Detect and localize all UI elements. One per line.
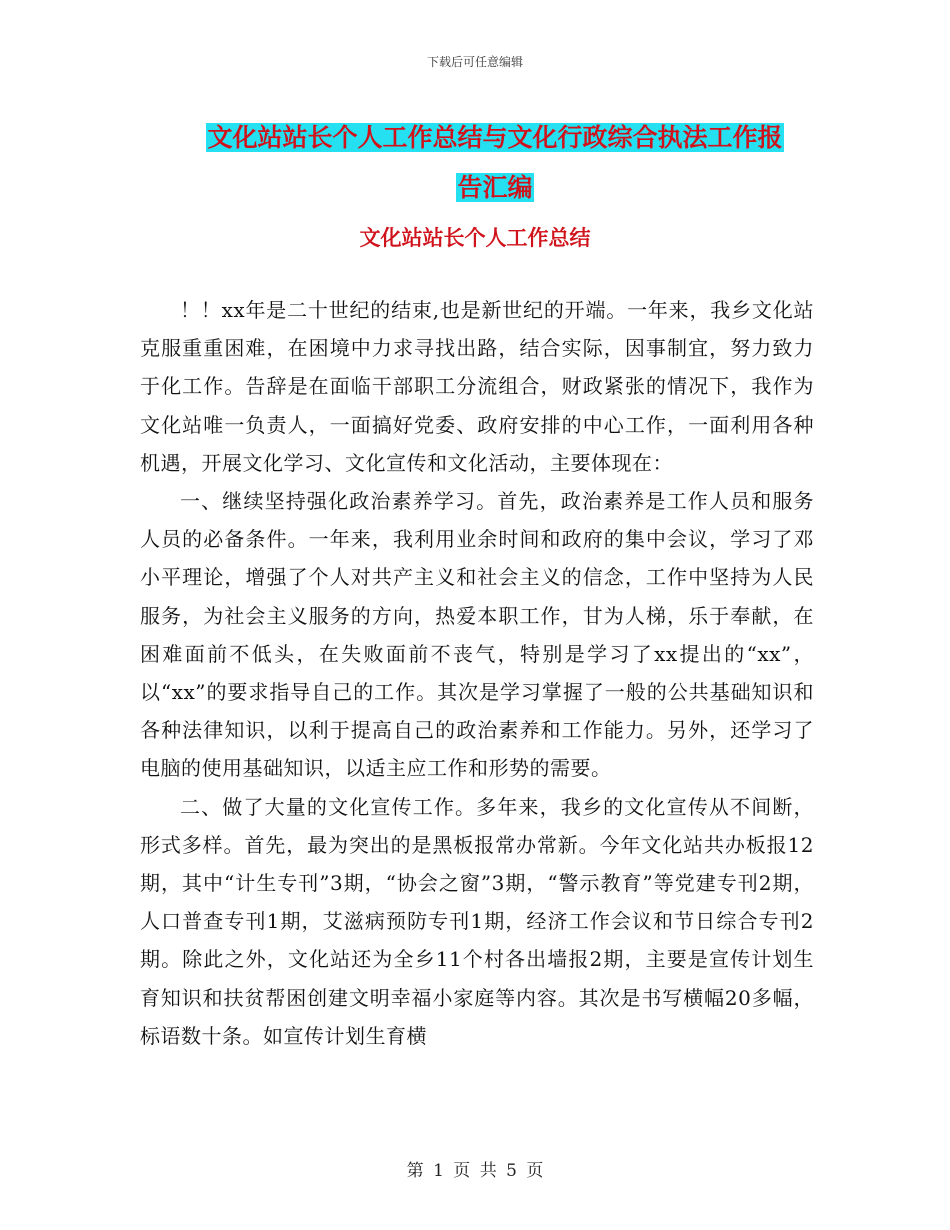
section-title: 文化站站长个人工作总结 (359, 226, 591, 250)
paragraph: 二、做了大量的文化宣传工作。多年来，我乡的文化宣传从不间断，形式多样。首先，最为突出的是黑板报常办常新。今年文化站共办板报12期，其中“计生专刊”3期，“协会之窗”3期，“警示教育”等党建专刊2期，人口普查专刊1期，艾滋病预防专刊1期，经济工作会议和节日综合专刊2期。除此之外，文化站还为全乡11个村各出墙报2期，主要是宣传计划生育知识和扶贫帮困创建文明幸福小家庭等内容。其次是书写横幅20多幅，标语数十条。如宣传计划生育横 (140, 794, 814, 1048)
header-note: 下载后可任意编辑 (426, 55, 523, 69)
document-body (140, 291, 814, 1055)
document-title-line-1: 文化站站长个人工作总结与文化行政综合执法工作报 (207, 123, 783, 152)
paragraph: ！！xx年是二十世纪的结束,也是新世纪的开端。一年来，我乡文化站克服重重困难，在困境中力求寻找出路，结合实际，因事制宜，努力致力于化工作。告辞是在面临干部职工分流组合，财政紧张的情况下，我作为文化站唯一负责人，一面搞好党委、政府安排的中心工作，一面利用各种机遇，开展文化学习、文化宣传和文化活动，主要体现在： (140, 298, 814, 475)
paragraph: 一、继续坚持强化政治素养学习。首先，政治素养是工作人员和服务人员的必备条件。一年来，我利用业余时间和政府的集中会议，学习了邓小平理论，增强了个人对共产主义和社会主义的信念，工作中坚持为人民服务，为社会主义服务的方向，热爱本职工作，甘为人梯，乐于奉献，在困难面前不低头，在失败面前不丧气，特别是学习了xx提出的“xx”，以“xx”的要求指导自己的工作。其次是学习掌握了一般的公共基础知识和各种法律知识，以利于提高自己的政治素养和工作能力。另外，还学习了电脑的使用基础知识，以适主应工作和形势的需要。 (140, 489, 814, 781)
document-title-line-2: 告汇编 (457, 173, 533, 202)
document-title (135, 113, 855, 213)
page-footer: 第 1 页 共 5 页 (406, 1161, 544, 1181)
